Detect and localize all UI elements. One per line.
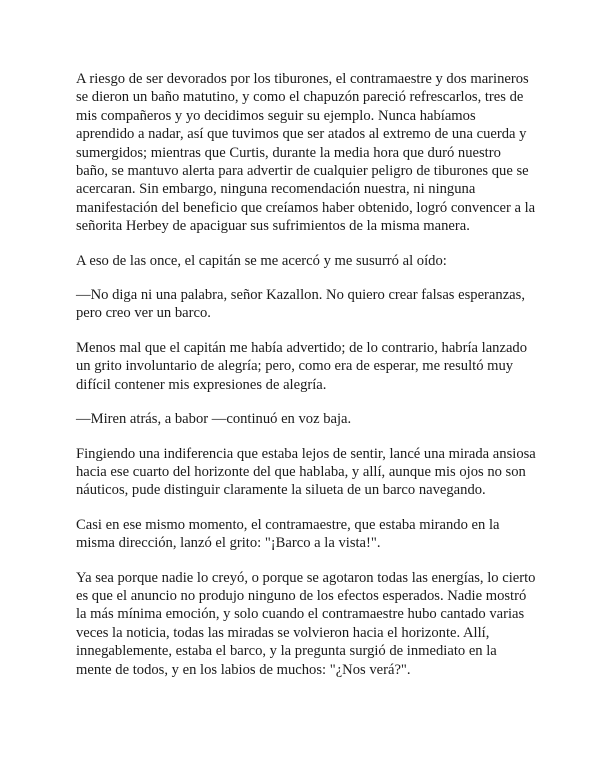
paragraph: Ya sea porque nadie lo creyó, o porque se agotaron todas las energías, lo cierto es que el anuncio no produjo ninguno de los efectos esperados. Nadie mostró la más mínima emoción, y solo cuando el contramaestre hubo cantado varias veces la noticia, todas las miradas se volvieron hacia el horizonte. Allí, innegablemente, estaba el barco, y la pregunta surgió de inmediato en la mente de todos, y en los labios de muchos: "¿Nos verá?". — [76, 569, 536, 678]
body-text — [76, 70, 536, 695]
paragraph: A riesgo de ser devorados por los tiburones, el contramaestre y dos marineros se dieron un baño matutino, y como el chapuzón pareció refrescarlos, tres de mis compañeros y yo decidimos seguir su ejemplo. Nunca habíamos aprendido a nadar, así que tuvimos que ser atados al extremo de una cuerda y sumergidos; mientras que Curtis, durante la media hora que duró nuestro baño, se mantuvo alerta para advertir de cualquier peligro de tiburones que se acercaran. Sin embargo, ninguna recomendación nuestra, ni ninguna manifestación del beneficio que creíamos haber obtenido, logró convencer a la señorita Herbey de apaciguar sus sufrimientos de la misma manera. — [76, 71, 536, 235]
dialogue-paragraph: —Miren atrás, a babor —continuó en voz baja. — [76, 411, 352, 428]
paragraph: Fingiendo una indiferencia que estaba lejos de sentir, lancé una mirada ansiosa hacia ese cuarto del horizonte del que hablaba, y allí, aunque mis ojos no son náuticos, pude distinguir claramente la silueta de un barco navegando. — [76, 445, 536, 499]
paragraph: Casi en ese mismo momento, el contramaestre, que estaba mirando en la misma dirección, lanzó el grito: "¡Barco a la vista!". — [76, 516, 500, 552]
dialogue-paragraph: —No diga ni una palabra, señor Kazallon. No quiero crear falsas esperanzas, pero creo ver un barco. — [76, 287, 525, 322]
paragraph: Menos mal que el capitán me había advertido; de lo contrario, habría lanzado un grito involuntario de alegría; pero, como era de esperar, me resultó muy difícil contener mis expresiones de alegría. — [76, 339, 528, 393]
paragraph: A eso de las once, el capitán se me acercó y me susurró al oído: — [76, 252, 447, 269]
